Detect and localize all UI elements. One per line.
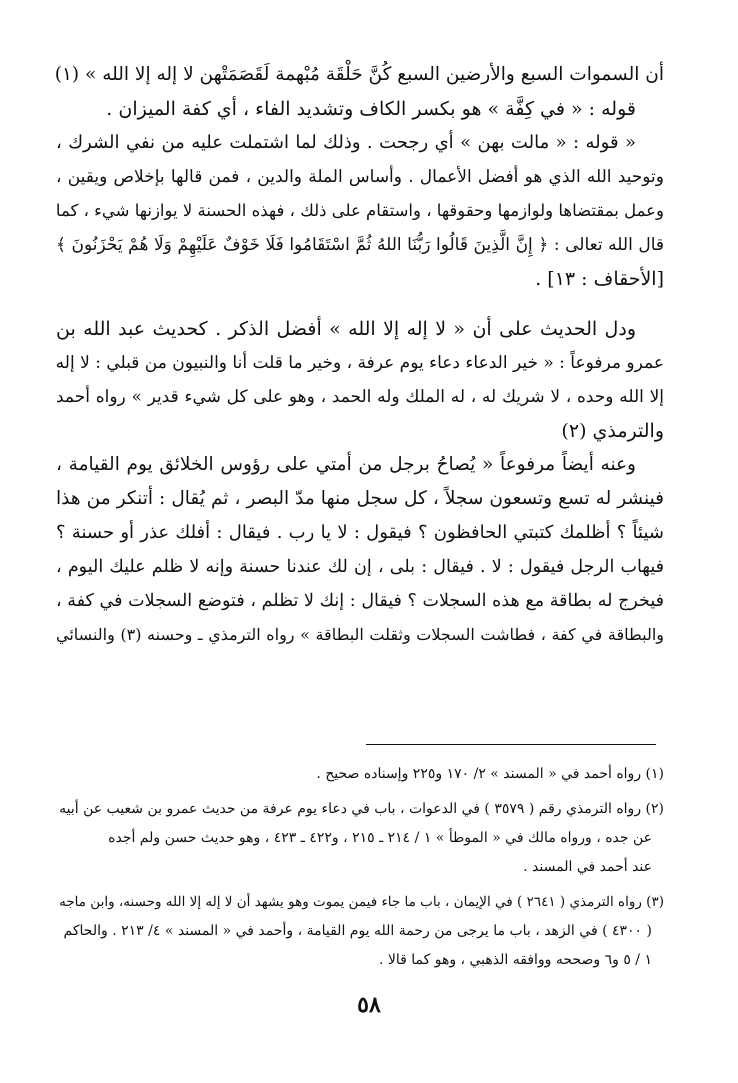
text-line: عمرو مرفوعاً : « خير الدعاء دعاء يوم عرفة ، وخير ما قلت أنا والنبيون من قبلي : لا إله [55, 353, 664, 373]
footnote-line: ( ٤٣٠٠ ) في الزهد ، باب ما يرجى من رحمة الله يوم القيامة ، وأحمد في « المسند » ٤/ ٢١٣ . والحاكم [63, 923, 652, 939]
text-line: وتوحيد الله الذي هو أفضل الأعمال . وأساس الملة والدين ، فمن قالها بإخلاص ويقين ، [56, 167, 664, 187]
page-number: ٥٨ [357, 992, 381, 1018]
footnote-line: عن جده ، ورواه مالك في « الموطأ » ١ / ٢١٤ ـ ٢١٥ ، و٤٢٢ ـ ٤٢٣ ، وهو حديث حسن ولم أجده [108, 830, 652, 846]
text-line: والبطاقة في كفة ، فطاشت السجلات وثقلت البطاقة » رواه الترمذي ـ وحسنه (٣) والنسائي [56, 625, 665, 644]
footnotes [56, 760, 664, 975]
text-line: والترمذي (٢) [561, 420, 664, 442]
footnote-line: (١) رواه أحمد في « المسند » ٢/ ١٧٠ و٢٢٥ وإسناده صحيح . [316, 766, 664, 782]
text-line: إلا الله وحده ، لا شريك له ، له الملك وله الحمد ، وهو على كل شيء قدير » رواه أحمد [56, 387, 664, 407]
footnote-line: ١ / ٥ و٦ وصححه ووافقه الذهبي ، وهو كما قالا . [378, 952, 652, 968]
text-line: أن السموات السبع والأرضين السبع كُنَّ حَلْقَة مُبْهمة لَقَصَمَتْهن لا إله إلا الله » (١) [54, 64, 664, 85]
text-line: [الأحقاف : ١٣] . [535, 268, 664, 290]
text-line: فينشر له تسع وتسعون سجلاً ، كل سجل منها مدّ البصر ، ثم يُقال : أتنكر من هذا [56, 488, 664, 509]
text-line: قال الله تعالى : ﴿ إِنَّ الَّذِينَ قَالُوا رَبُّنَا اللهُ ثُمَّ اسْتَقَامُوا فَلَا خَوْفٌ عَلَيْهِمْ وَلَا هُمْ يَحْزَنُونَ ﴾ [56, 235, 664, 255]
text-line: وعمل بمقتضاها ولوازمها وحقوقها ، واستقام على ذلك ، فهذه الحسنة لا يوازنها شيء ، كما [55, 201, 664, 220]
text-line: فيخرج له بطاقة مع هذه السجلات ؟ فيقال : إنك لا تظلم ، فتوضع السجلات في كفة ، [56, 591, 664, 611]
footnote-line: (٢) رواه الترمذي رقم ( ٣٥٧٩ ) في الدعوات ، باب في دعاء يوم عرفة من حديث عمرو بن شعيب عن أبيه [59, 801, 664, 817]
text-line: ودل الحديث على أن « لا إله إلا الله » أفضل الذكر . كحديث عبد الله بن [56, 318, 636, 340]
paragraph-gap [56, 296, 664, 312]
footnote-line: عند أحمد في المسند . [523, 859, 652, 875]
text-line: قوله : « في كِفَّة » هو بكسر الكاف وتشديد الفاء ، أي كفة الميزان . [106, 98, 636, 120]
footnote-line: (٣) رواه الترمذي ( ٢٦٤١ ) في الإيمان ، باب ما جاء فيمن يموت وهو يشهد أن لا إله إلا الله وحسنه، وابن ماجه [59, 894, 664, 910]
text-line: وعنه أيضاً مرفوعاً « يُصاحُ برجل من أمتي على رؤوس الخلائق يوم القيامة ، [56, 454, 636, 475]
text-line: شيئاً ؟ أظلمك كتبتي الحافظون ؟ فيقول : لا يا رب . فيقال : أفلك عذر أو حسنة ؟ [56, 522, 664, 543]
text-line: فيهاب الرجل فيقول : لا . فيقال : بلى ، إن لك عندنا حسنة وإنه لا ظلم عليك اليوم ، [56, 557, 664, 577]
main-text [56, 58, 664, 652]
text-line: « قوله : « مالت بهن » أي رجحت . وذلك لما اشتملت عليه من نفي الشرك ، [56, 132, 636, 153]
footnote-divider [366, 744, 656, 745]
